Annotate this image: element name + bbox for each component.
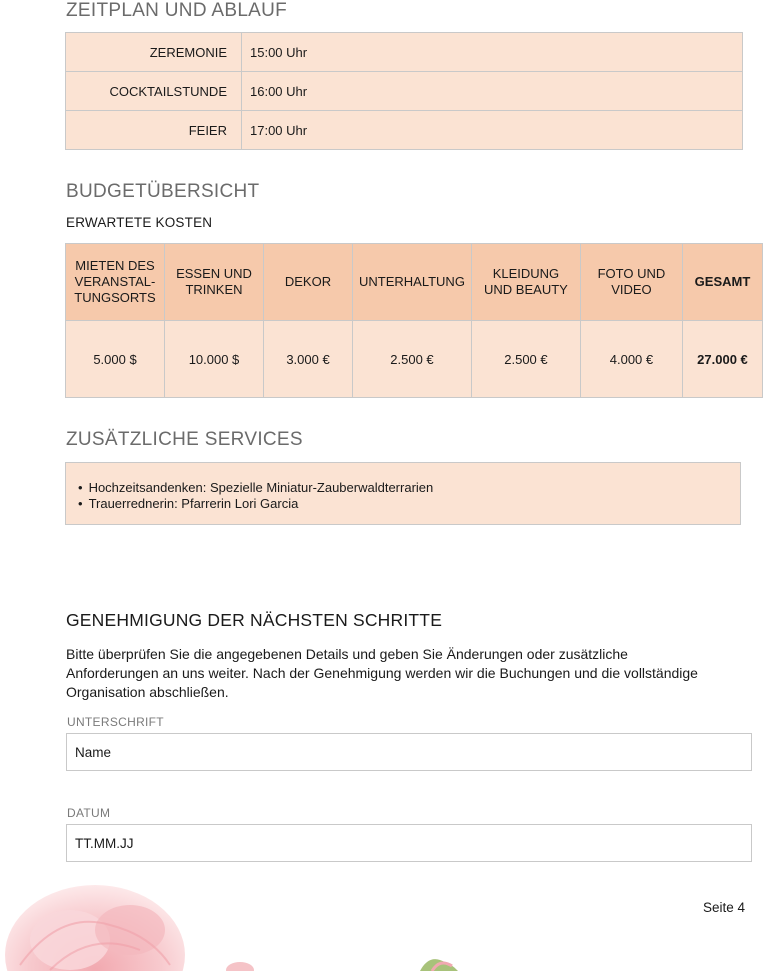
table-row [66,33,743,72]
date-label: DATUM [67,806,111,820]
table-row [66,111,743,150]
schedule-label: FEIER [66,111,242,150]
budget-value-total: 27.000 € [682,321,762,398]
approval-heading: GENEHMIGUNG DER NÄCHSTEN SCHRITTE [66,610,443,630]
budget-header: ESSEN UND TRINKEN [165,244,264,321]
signature-label: UNTERSCHRIFT [67,715,164,729]
budget-value: 4.000 € [580,321,682,398]
services-list [66,463,740,512]
list-item: • Hochzeitsandenken: Spezielle Miniatur-Zauberwaldterrarien [78,480,740,496]
date-field[interactable]: TT.MM.JJ [66,824,752,862]
schedule-time: 15:00 Uhr [242,33,743,72]
table-row [66,321,763,398]
schedule-table [65,32,743,150]
signature-field[interactable]: Name [66,733,752,771]
budget-value: 2.500 € [471,321,580,398]
budget-value: 3.000 € [264,321,353,398]
budget-value: 5.000 $ [66,321,165,398]
budget-header: FOTO UND VIDEO [580,244,682,321]
flower-decoration-icon [0,870,480,971]
schedule-label: ZEREMONIE [66,33,242,72]
table-row [66,72,743,111]
list-item: • Trauerrednerin: Pfarrerin Lori Garcia [78,496,740,512]
schedule-time: 17:00 Uhr [242,111,743,150]
schedule-time: 16:00 Uhr [242,72,743,111]
services-heading: ZUSÄTZLICHE SERVICES [66,429,303,450]
budget-value: 2.500 € [353,321,472,398]
budget-header: DEKOR [264,244,353,321]
page-number: Seite 4 [702,900,745,915]
schedule-heading: ZEITPLAN UND ABLAUF [66,0,288,21]
budget-header: UNTERHALTUNG [353,244,472,321]
budget-value: 10.000 $ [165,321,264,398]
budget-header-total: GESAMT [682,244,762,321]
budget-table [65,243,763,398]
budget-heading: BUDGETÜBERSICHT [66,181,260,202]
approval-text: Bitte überprüfen Sie die angegebenen Details und geben Sie Änderungen oder zusätzliche Anforderungen an uns weiter. Nach der Genehmigung werden wir die Buchungen und die vollständige Organisation abschließen. [66,646,698,700]
budget-subheading: ERWARTETE KOSTEN [66,215,213,230]
budget-header: KLEIDUNG UND BEAUTY [471,244,580,321]
table-header-row [66,244,763,321]
services-box [65,462,741,525]
schedule-label: COCKTAILSTUNDE [66,72,242,111]
budget-header: MIETEN DES VERANSTAL-TUNGSORTS [66,244,165,321]
